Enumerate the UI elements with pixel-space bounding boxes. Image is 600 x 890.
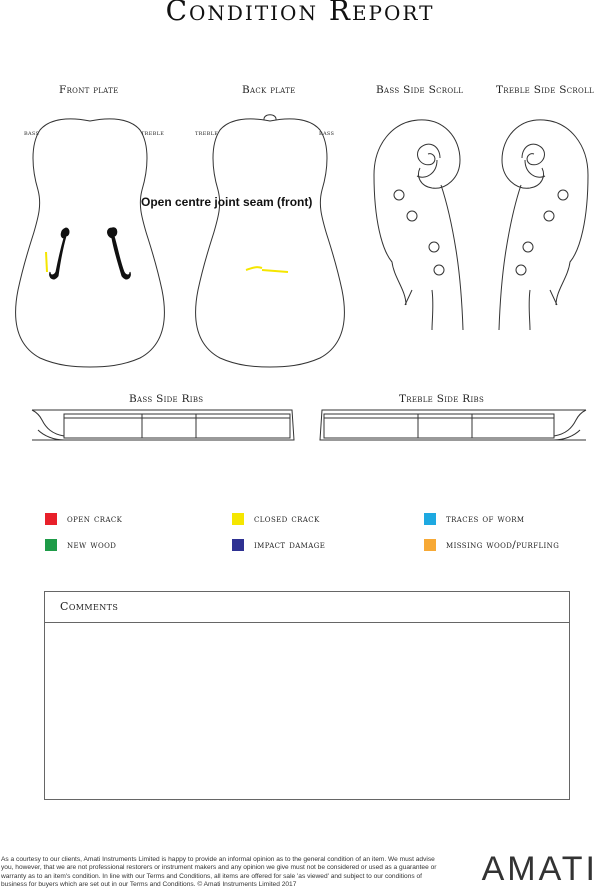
bass-side-scroll-label: Bass Side Scroll bbox=[376, 84, 464, 96]
back-closed-crack-mark bbox=[246, 267, 288, 272]
back-plate-label: Back plate bbox=[242, 84, 296, 96]
front-f-holes bbox=[50, 228, 131, 279]
bass-side-scroll-outline bbox=[374, 120, 463, 330]
back-plate-outline bbox=[196, 115, 345, 367]
front-treble-label: treble bbox=[141, 129, 165, 137]
legend-swatch bbox=[424, 513, 436, 525]
legend-closed-crack: closed crack bbox=[232, 513, 320, 525]
treble-side-ribs-outline bbox=[320, 410, 586, 440]
treble-side-scroll-outline bbox=[499, 120, 588, 330]
bass-side-ribs-label: Bass Side Ribs bbox=[129, 393, 204, 405]
back-bass-label: bass bbox=[319, 129, 335, 137]
treble-side-scroll-label: Treble Side Scroll bbox=[496, 84, 594, 96]
front-plate-outline bbox=[16, 119, 165, 367]
brand-logo: AMATI bbox=[481, 850, 598, 888]
legend-swatch bbox=[232, 539, 244, 551]
comments-heading: Comments bbox=[45, 592, 569, 623]
front-closed-crack-mark bbox=[46, 252, 47, 272]
back-treble-label: treble bbox=[195, 129, 219, 137]
page-title: Condition Report bbox=[165, 0, 435, 27]
comments-field[interactable] bbox=[45, 623, 569, 799]
legend-swatch bbox=[424, 539, 436, 551]
legend-open-crack: open crack bbox=[45, 513, 122, 525]
legend-missing-wood-purfling: missing wood/purfling bbox=[424, 539, 559, 551]
disclaimer-text: As a courtesy to our clients, Amati Instruments Limited is happy to provide an informal opinion as to the general condition of an item. We must advise you, however, that we are not professional restorers or instrument makers and any opinion we give must not be considered or used as a guarantee or warranty as to an item's condition. In line with our Terms and Conditions, all items are offered for sale 'as viewed' and subject to our conditions of business for buyers which are set out in our Terms and Conditions. © Amati Instruments Limited 2017 bbox=[1, 856, 437, 889]
legend-swatch bbox=[45, 513, 57, 525]
legend-swatch bbox=[45, 539, 57, 551]
comments-box bbox=[44, 591, 570, 800]
legend-new-wood: new wood bbox=[45, 539, 116, 551]
front-bass-label: bass bbox=[24, 129, 40, 137]
legend-traces-of-worm: traces of worm bbox=[424, 513, 525, 525]
legend-impact-damage: impact damage bbox=[232, 539, 325, 551]
treble-side-ribs-label: Treble Side Ribs bbox=[399, 393, 485, 405]
legend-swatch bbox=[232, 513, 244, 525]
bass-side-ribs-outline bbox=[32, 410, 294, 440]
annotation-open-centre-joint: Open centre joint seam (front) bbox=[141, 195, 313, 209]
front-plate-label: Front plate bbox=[59, 84, 119, 96]
